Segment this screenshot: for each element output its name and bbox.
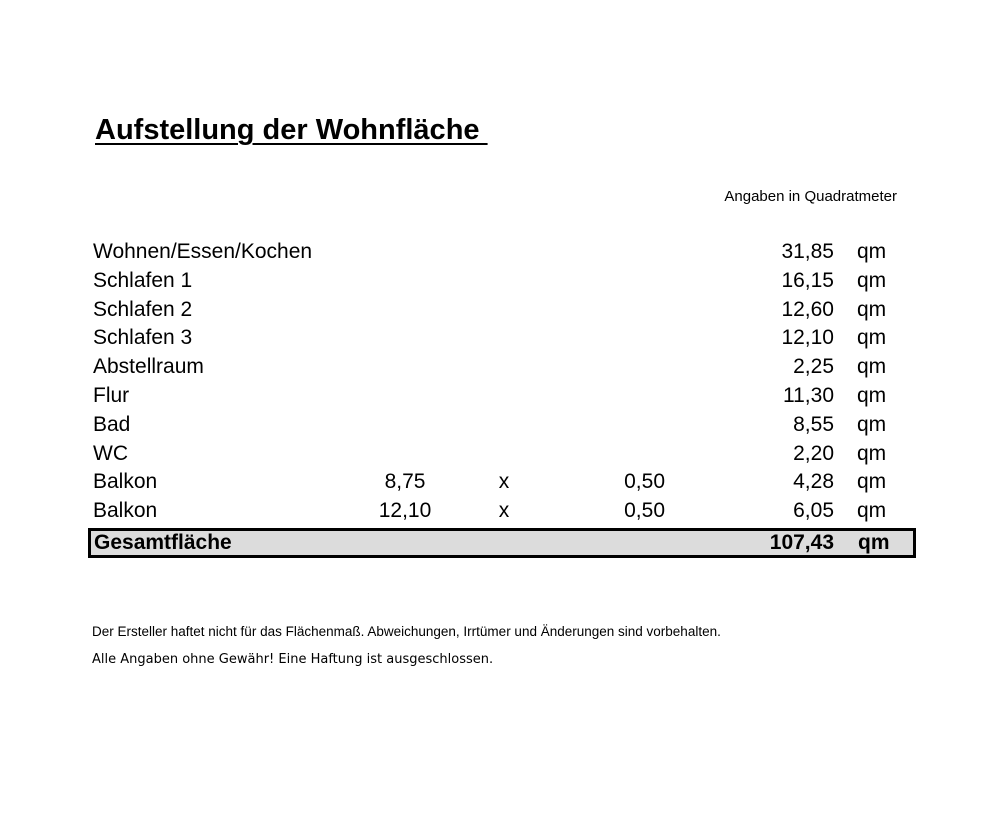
area-unit: qm [857,355,887,379]
area-unit: qm [857,412,887,436]
room-name: Bad [93,412,131,436]
room-area: 2,25 [793,355,834,379]
area-unit: qm [857,499,887,523]
disclaimer-no-warranty: Alle Angaben ohne Gewähr! Eine Haftung ist ausgeschlossen. [92,652,494,667]
area-unit: qm [857,470,887,494]
room-area: 31,85 [781,240,834,263]
total-label: Gesamtfläche [94,530,232,554]
room-name: Wohnen/Essen/Kochen [93,240,313,263]
room-name: Schlafen 2 [93,297,193,321]
room-width: 0,50 [624,499,665,523]
table-row [88,440,916,469]
room-area: 2,20 [793,441,834,465]
table-row [88,468,916,497]
area-unit: qm [857,326,887,350]
room-length: 12,10 [378,499,432,523]
room-area: 12,10 [781,326,834,350]
unit-note: Angaben in Quadratmeter [724,188,897,205]
table-row [88,238,916,267]
table-row [88,324,916,353]
room-area: 6,05 [793,499,834,523]
area-unit: qm [857,240,887,263]
table-row [88,296,916,325]
area-unit: qm [857,383,887,407]
total-area: 107,43 [769,530,834,554]
multiply-sign: x [498,470,510,494]
room-area: 12,60 [781,297,834,321]
room-length: 8,75 [384,470,426,494]
room-name: Balkon [93,499,158,523]
room-area: 8,55 [793,412,834,436]
room-area: 11,30 [783,383,834,407]
disclaimer-liability: Der Ersteller haftet nicht für das Flächenmaß. Abweichungen, Irrtümer und Änderungen sind vorbehalten. [92,624,721,639]
document-title: Aufstellung der Wohnfläche [95,114,488,146]
room-name: Balkon [93,470,158,494]
room-name: Flur [93,383,130,407]
room-name: Abstellraum [93,355,204,379]
total-unit: qm [858,530,890,554]
area-unit: qm [857,441,887,465]
area-unit: qm [857,268,887,292]
area-unit: qm [857,297,887,321]
room-name: WC [93,441,128,465]
table-row [88,382,916,411]
room-area: 16,15 [781,268,834,292]
room-name: Schlafen 3 [93,326,193,350]
area-table [88,238,916,558]
room-area: 4,28 [793,470,834,494]
table-row [88,411,916,440]
room-width: 0,50 [624,470,665,494]
table-row [88,267,916,296]
room-name: Schlafen 1 [93,268,193,292]
table-row [88,497,916,526]
table-row [88,353,916,382]
multiply-sign: x [498,499,510,523]
total-row [88,528,916,558]
